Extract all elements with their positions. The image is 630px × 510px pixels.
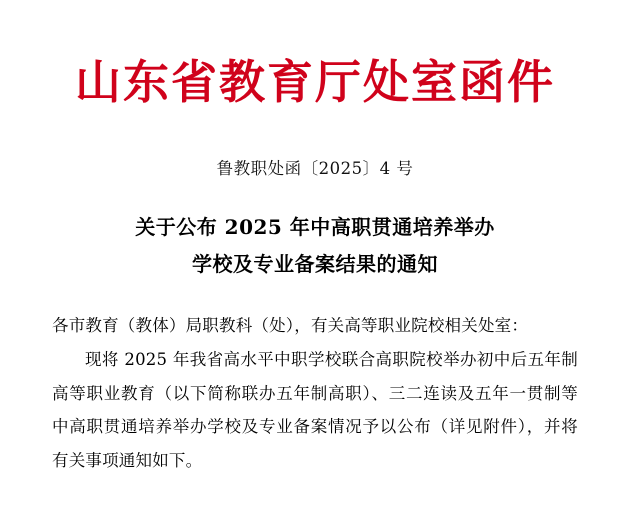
document-number: 鲁教职处函〔2025〕4 号 xyxy=(216,158,414,178)
document-title-line-2: 学校及专业备案结果的通知 xyxy=(192,251,438,276)
document-body xyxy=(52,309,578,478)
document-title xyxy=(0,209,630,283)
document-masthead-title: 山东省教育厅处室函件 xyxy=(75,55,555,109)
document-paragraph-1: 现将 2025 年我省高水平中职学校联合高职院校举办初中后五年制高等职业教育（以下简称联办五年制高职）、三二连读及五年一贯制等中高职贯通培养举办学校及专业备案情况予以公布（详见附件），并将有关事项通知如下。 xyxy=(52,349,578,471)
document-salutation: 各市教育（教体）局职教科（处），有关高等职业院校相关处室： xyxy=(52,315,529,335)
document-title-line-1: 关于公布 2025 年中高职贯通培养举办 xyxy=(135,214,495,239)
